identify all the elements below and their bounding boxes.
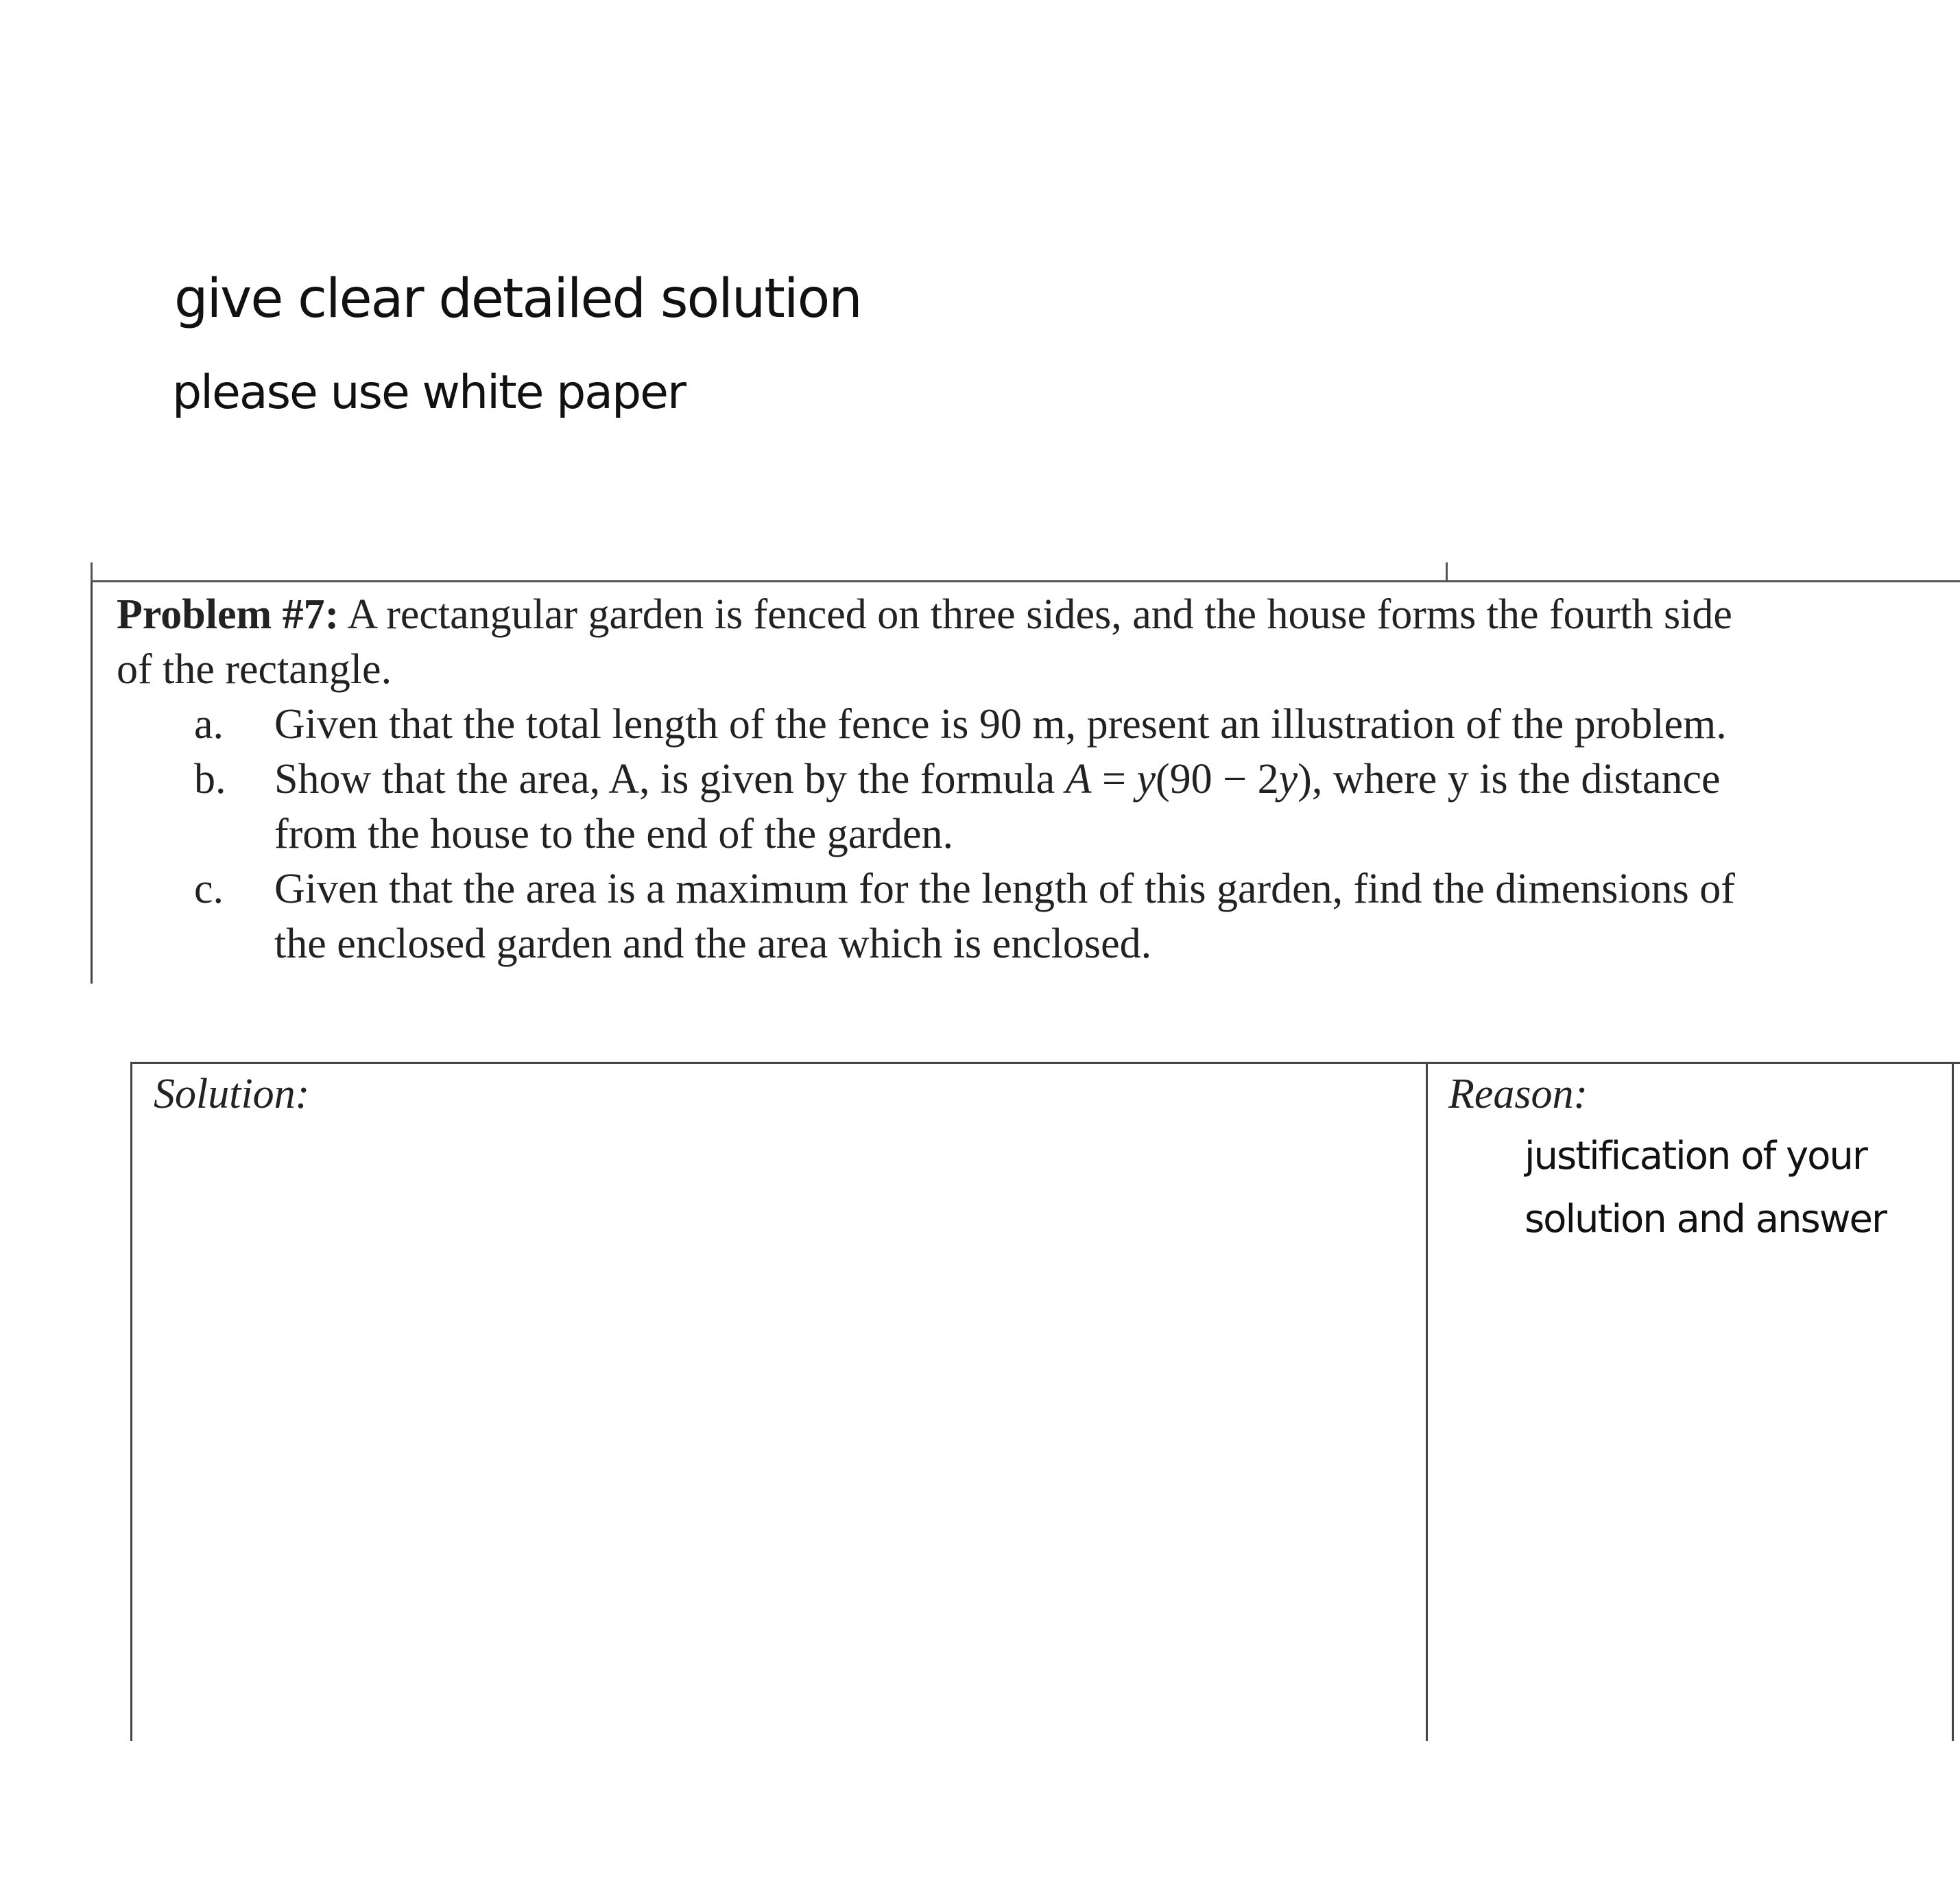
item-letter: c. <box>194 866 224 912</box>
reason-note-line-1: justification of your <box>1525 1134 1867 1178</box>
problem-intro-line-2: of the rectangle. <box>117 646 392 693</box>
problem-left-tick <box>91 562 93 582</box>
problem-top-border <box>91 580 1960 582</box>
item-letter: a. <box>194 701 224 748</box>
formula-y: y <box>1278 756 1298 803</box>
problem-mid-tick <box>1446 562 1448 582</box>
item-text: Given that the total length of the fence is 90 m, present an illustration of the problem. <box>274 701 1727 748</box>
solution-column-header: Solution: <box>154 1071 310 1117</box>
formula-area-symbol: A <box>1065 756 1092 803</box>
reason-column-header: Reason: <box>1448 1071 1588 1117</box>
problem-statement <box>117 587 1960 697</box>
problem-title: Problem #7: <box>117 591 339 638</box>
item-text: Show that the area, A, is given by the formula A = y(90 − 2y), where y is the distance <box>274 756 1721 803</box>
table-right-border <box>1952 1062 1954 1741</box>
table-column-divider <box>1426 1062 1428 1741</box>
item-letter: b. <box>194 756 226 803</box>
formula-y: y <box>1136 756 1156 803</box>
item-text: the enclosed garden and the area which is enclosed. <box>274 920 1152 967</box>
reason-note-line-2: solution and answer <box>1525 1197 1886 1241</box>
instruction-note-white-paper: please use white paper <box>172 366 685 420</box>
problem-intro-line-1: A rectangular garden is fenced on three sides, and the house forms the fourth side <box>339 591 1732 638</box>
item-text: Given that the area is a maximum for the length of this garden, find the dimensions of <box>274 866 1735 912</box>
table-left-border <box>130 1062 132 1741</box>
instruction-note-detailed-solution: give clear detailed solution <box>174 268 861 330</box>
item-text: from the house to the end of the garden. <box>274 811 953 857</box>
